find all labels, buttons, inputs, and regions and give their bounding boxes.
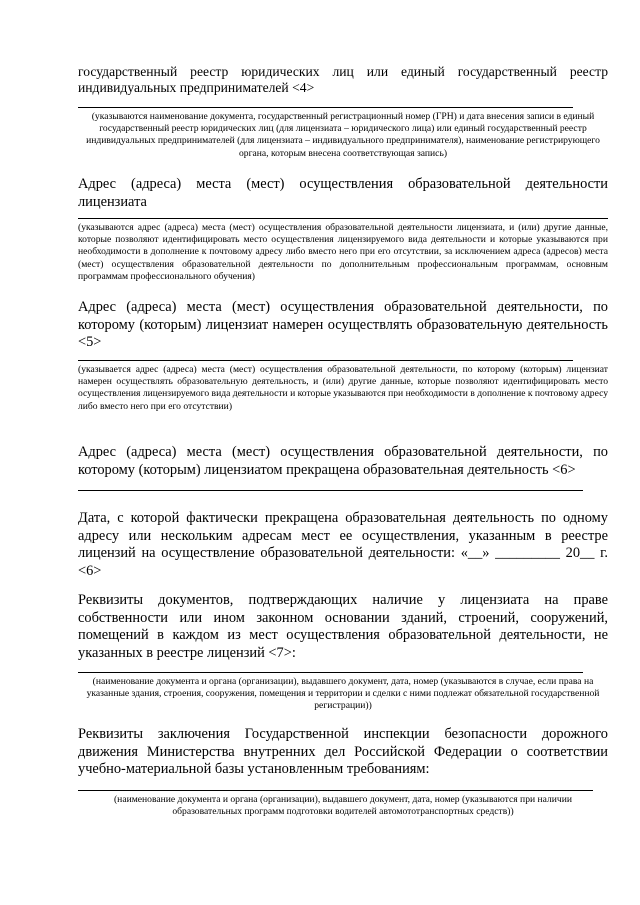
gibdd-conclusion-note: (наименование документа и органа (организации), выдавшего документ, дата, номер (указываются при наличии образовательных программ подготовки водителей автомототранспортных средств)) — [113, 794, 573, 818]
education-address-heading: Адрес (адреса) места (мест) осуществления образовательной деятельности лицензиата — [78, 176, 608, 210]
fill-line[interactable] — [78, 672, 583, 673]
fill-line[interactable] — [78, 790, 593, 791]
fill-line[interactable] — [78, 218, 608, 219]
planned-address-heading: Адрес (адреса) места (мест) осуществления образовательной деятельности, по которому (которым) лицензиат намерен осуществлять образовательную деятельность <5> — [78, 299, 608, 350]
registry-note: (указываются наименование документа, государственный регистрационный номер (ГРН) и дата внесения записи в единый государственный реестр юридических лиц (для лицензиата – юридического лица) или единый государственный реестр индивидуальных предпринимателей (для лицензиата – индивидуального предпринимателя), наименование регистрирующего органа, которым внесена соответствующая запись) — [86, 111, 600, 159]
fill-line[interactable] — [78, 490, 583, 491]
terminated-address-heading: Адрес (адреса) места (мест) осуществления образовательной деятельности, по которому (которым) лицензиатом прекращена образовательная деятельность <6> — [78, 444, 608, 478]
gibdd-conclusion-heading: Реквизиты заключения Государственной инспекции безопасности дорожного движения Министерства внутренних дел Российской Федерации о соответствии учебно-материальной базы установленным требованиям: — [78, 726, 608, 777]
termination-date-text: Дата, с которой фактически прекращена образовательная деятельность по одному адресу или нескольким адресам мест ее осуществления, указанным в реестре лицензий на осуществление образовательной деятельности: «__» _________ 20__ г. <6> — [78, 510, 608, 579]
fill-line[interactable] — [78, 107, 573, 108]
fill-line[interactable] — [78, 360, 573, 361]
property-documents-note: (наименование документа и органа (организации), выдавшего документ, дата, номер (указываются в случае, если права на указанные здания, строения, сооружения, помещения и территории и сделки с ними подлежат обязательной государственной регистрации)) — [86, 676, 600, 712]
education-address-note: (указываются адрес (адреса) места (мест) осуществления образовательной деятельности лицензиата, и (или) другие данные, которые позволяют идентифицировать место осуществления лицензируемого вида деятельности и которые указываются при необходимости в дополнение к почтовому адресу либо вместо него при его отсутствии, за исключением адреса (адресов) места (мест) осуществления образовательной деятельности по дополнительным профессиональным программам, основным программам профессионального обучения) — [78, 222, 608, 282]
planned-address-note: (указывается адрес (адреса) места (мест) осуществления образовательной деятельности, по которому (которым) лицензиат намерен осуществлять образовательную деятельность, и (или) другие данные, которые позволяют идентифицировать место осуществления лицензируемого вида деятельности и которые указываются при необходимости в дополнение к почтовому адресу либо вместо него при его отсутствии) — [78, 364, 608, 412]
property-documents-heading: Реквизиты документов, подтверждающих наличие у лицензиата на праве собственности или ином законном основании зданий, строений, сооружений, помещений в каждом из мест осуществления образовательной деятельности, не указанных в реестре лицензий <7>: — [78, 592, 608, 661]
registry-text: государственный реестр юридических лиц или единый государственный реестр индивидуальных предпринимателей <4> — [78, 64, 608, 95]
